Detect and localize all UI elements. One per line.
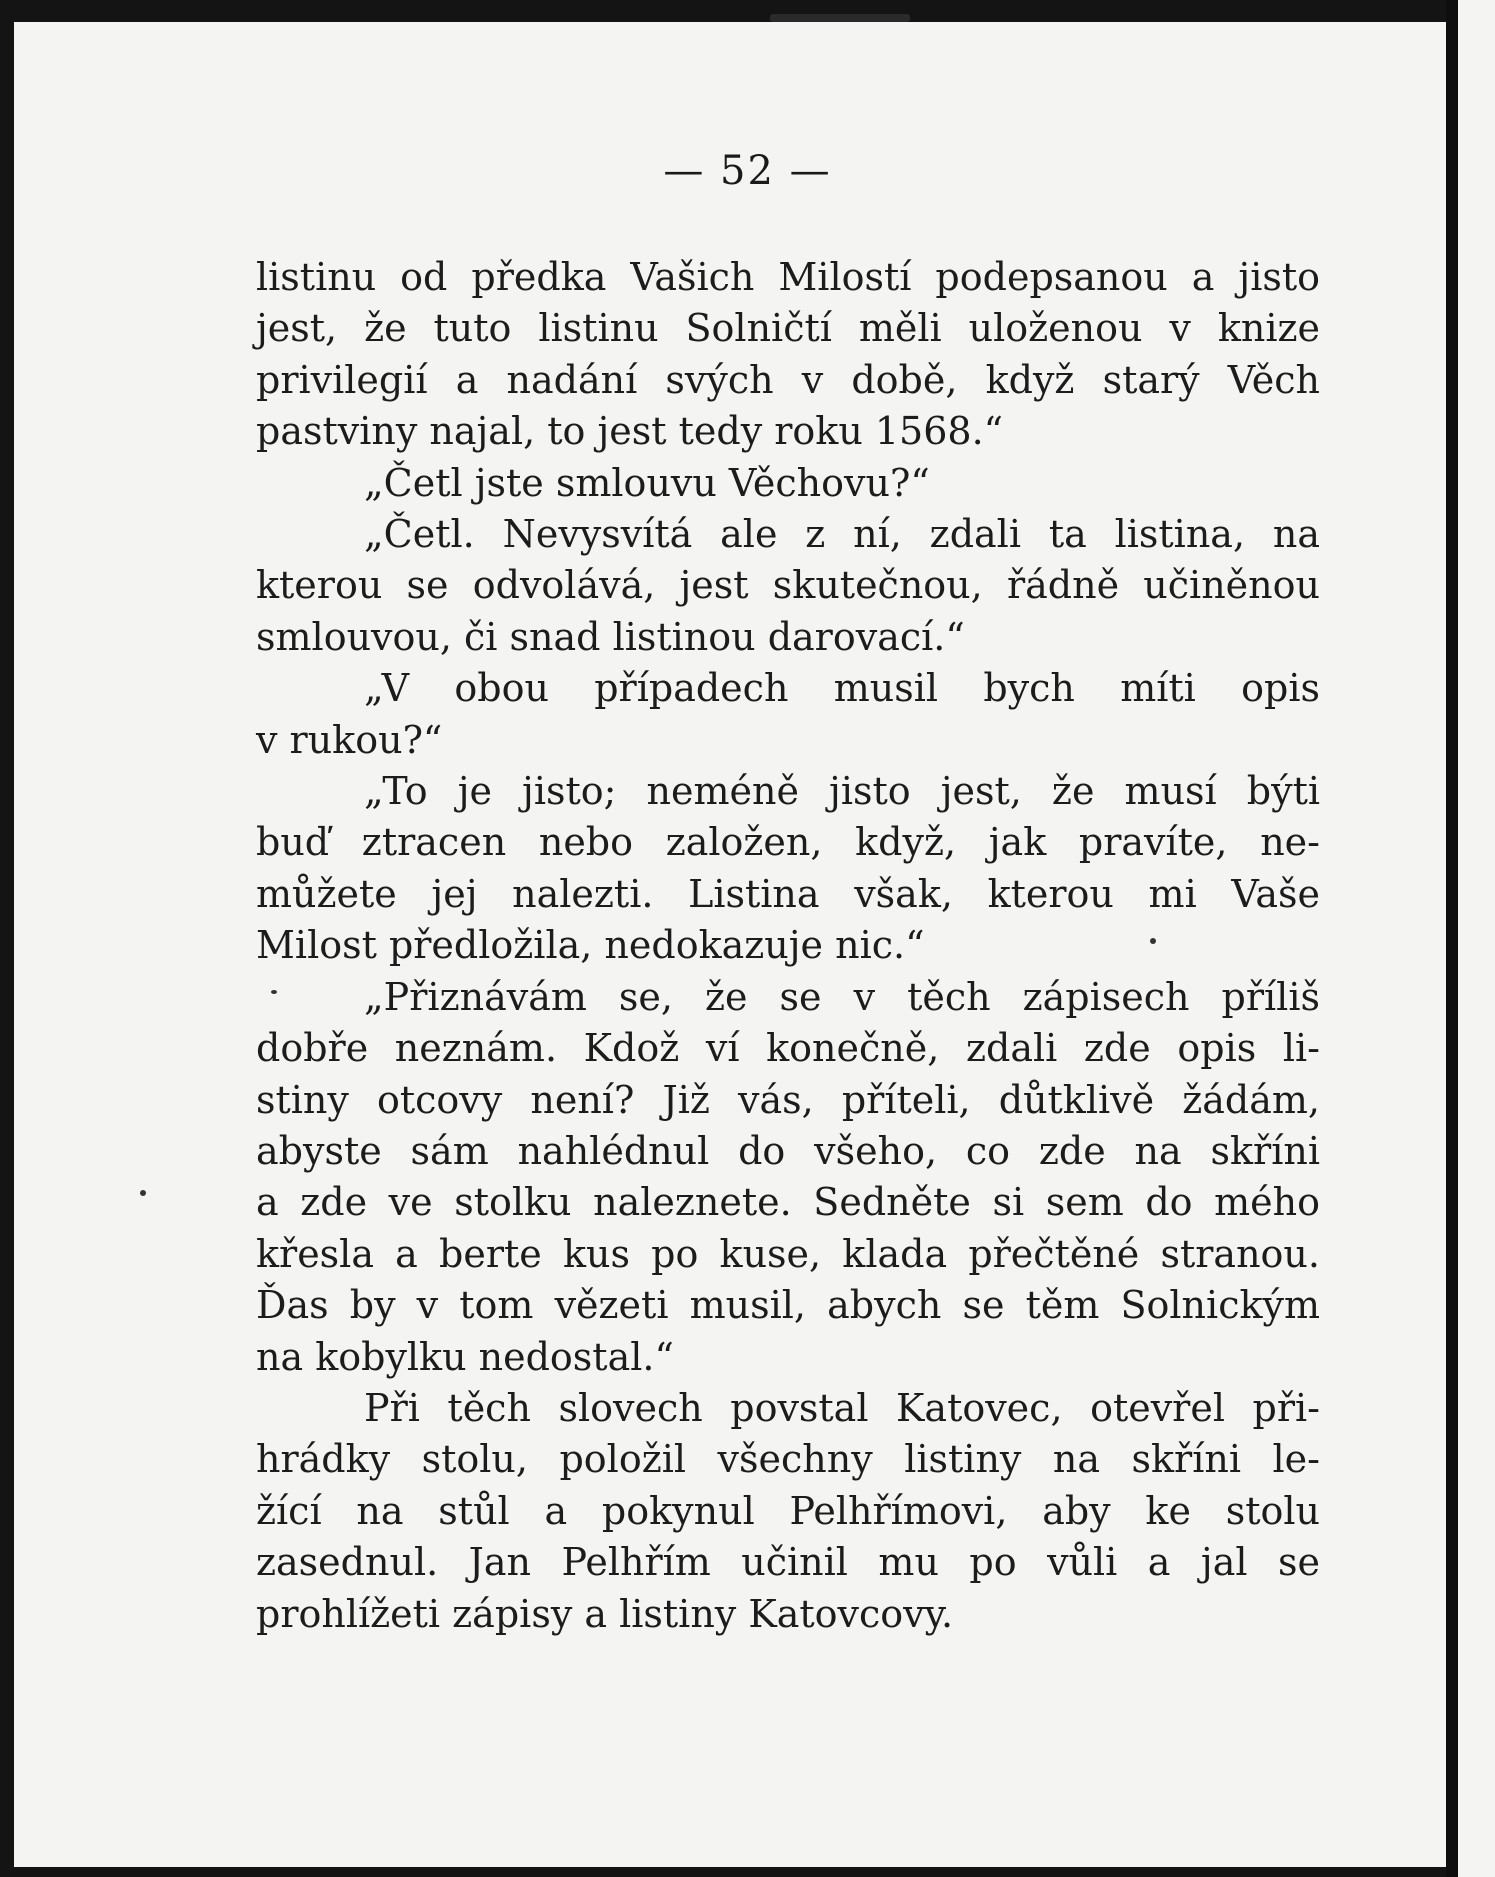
- page-number: — 52 —: [663, 148, 832, 194]
- text-line: jest, že tuto listinu Solničtí měli uloženou v knize: [256, 306, 1320, 351]
- text-line: „Četl. Nevysvítá ale z ní, zdali ta listina, na: [364, 512, 1320, 557]
- text-line: „V obou případech musil bych míti opis: [364, 666, 1320, 711]
- text-line: Při těch slovech povstal Katovec, otevřel při-: [364, 1385, 1320, 1430]
- text-line: prohlížeti zápisy a listiny Katovcovy.: [256, 1591, 954, 1636]
- text-line: „Přiznávám se, že se v těch zápisech příliš: [364, 974, 1320, 1019]
- scan-smudge: [770, 14, 910, 22]
- text-line: buď ztracen nebo založen, když, jak pravíte, ne-: [256, 820, 1320, 865]
- text-line: a zde ve stolku naleznete. Sedněte si sem do mého: [256, 1180, 1320, 1225]
- text-line: „To je jisto; neméně jisto jest, že musí býti: [364, 769, 1320, 814]
- scan-speck: [140, 1190, 146, 1196]
- text-line: křesla a berte kus po kuse, klada přečtěné stranou.: [256, 1231, 1320, 1276]
- text-line: pastviny najal, to jest tedy roku 1568.“: [256, 409, 1004, 454]
- text-line: Milost předložila, nedokazuje nic.“: [256, 923, 925, 968]
- text-line: v rukou?“: [256, 717, 443, 762]
- text-line: můžete jej nalezti. Listina však, kterou mi Vaše: [256, 871, 1320, 916]
- text-line: na kobylku nedostal.“: [256, 1334, 674, 1379]
- text-line: privilegií a nadání svých v době, když starý Věch: [256, 357, 1320, 402]
- page-gutter-shadow: [1446, 0, 1458, 1877]
- text-line: žící na stůl a pokynul Pelhřímovi, aby ke stolu: [256, 1488, 1320, 1533]
- text-line: listinu od předka Vašich Milostí podepsanou a jisto: [256, 255, 1320, 299]
- text-line: hrádky stolu, položil všechny listiny na skříni le-: [256, 1437, 1320, 1482]
- text-line: stiny otcovy není? Již vás, příteli, důtklivě žádám,: [256, 1077, 1320, 1122]
- scan-speck: [271, 990, 277, 994]
- text-line: dobře neznám. Kdož ví konečně, zdali zde opis li-: [256, 1026, 1320, 1071]
- text-line: „Četl jste smlouvu Věchovu?“: [364, 460, 930, 505]
- text-line: zasednul. Jan Pelhřím učinil mu po vůli a jal se: [256, 1540, 1320, 1585]
- text-line: smlouvou, či snad listinou darovací.“: [256, 614, 965, 659]
- body-text: [256, 252, 1320, 1640]
- text-line: Ďas by v tom vězeti musil, abych se těm Solnickým: [256, 1283, 1320, 1328]
- next-page-edge: [1458, 0, 1495, 1877]
- scan-speck: [1150, 938, 1156, 944]
- text-line: kterou se odvolává, jest skutečnou, řádně učiněnou: [256, 563, 1320, 608]
- text-line: abyste sám nahlédnul do všeho, co zde na skříni: [256, 1128, 1320, 1173]
